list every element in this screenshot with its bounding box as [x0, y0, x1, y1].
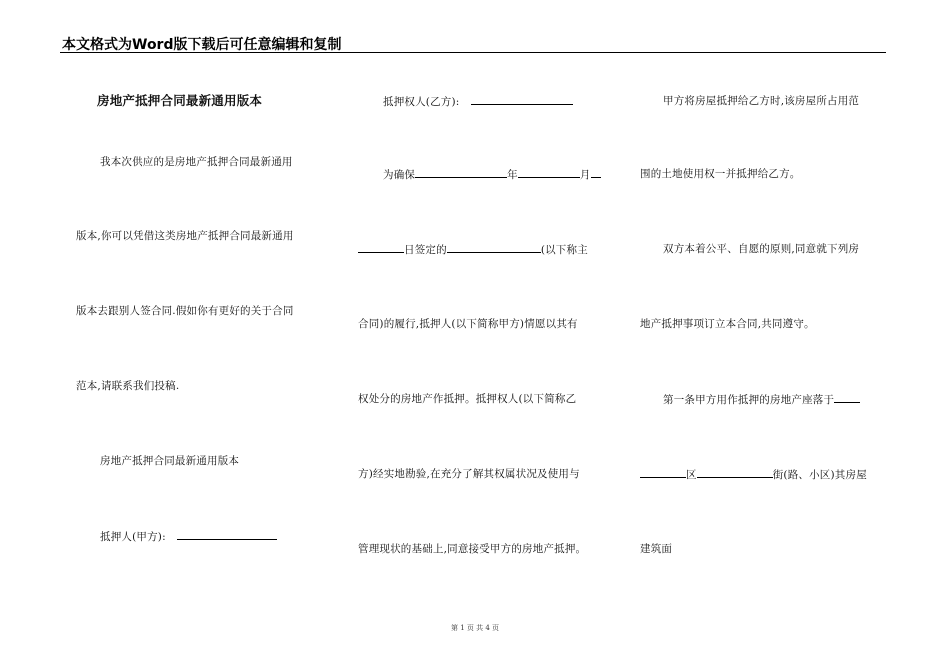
mortgagee-label: 抵押权人(乙方): [383, 96, 460, 108]
street-label: 街(路、小区)其房屋 [772, 469, 867, 481]
month-label: 月 [579, 169, 591, 181]
col3-line-7: 建筑面 [640, 543, 673, 555]
district-label: 区 [686, 469, 697, 481]
intro-line-3: 版本去跟别人签合同.假如你有更好的关于合同 [76, 305, 294, 317]
mortgagor-blank [177, 530, 277, 540]
year-blank [415, 168, 507, 178]
document-title: 房地产抵押合同最新通用版本 [97, 93, 263, 108]
header-rule [60, 52, 886, 53]
page-header: 本文格式为Word版下载后可任意编辑和复制 [62, 37, 342, 53]
street-blank [697, 468, 773, 478]
contract-blank [447, 243, 541, 253]
article-one-text: 第一条甲方用作抵押的房地产座落于 [663, 394, 835, 406]
month-blank [518, 168, 580, 178]
district-line [640, 468, 867, 481]
main-contract-label: (以下称主 [540, 244, 588, 256]
mortgagor-label: 抵押人(甲方): [100, 531, 166, 543]
section-subtitle: 房地产抵押合同最新通用版本 [100, 455, 240, 467]
intro-line-4: 范本,请联系我们投稿. [76, 380, 180, 392]
body-line-6: 方)经实地勘验,在充分了解其权属状况及使用与 [358, 468, 580, 480]
col3-line-2: 围的土地使用权一并抵押给乙方。 [640, 168, 801, 180]
body-line-4: 合同)的履行,抵押人(以下简称甲方)情愿以其有 [358, 318, 578, 330]
col3-line-4: 地产抵押事项订立本合同,共同遵守。 [640, 318, 815, 330]
guarantee-prefix: 为确保 [383, 169, 416, 181]
year-label: 年 [507, 169, 518, 181]
mortgagor-line [100, 530, 277, 543]
day-label: 日签定的 [404, 244, 447, 256]
signed-line [358, 243, 588, 256]
guarantee-line [383, 168, 601, 181]
intro-line-1: 我本次供应的是房地产抵押合同最新通用 [100, 156, 293, 168]
trailing-blank [591, 168, 601, 178]
intro-line-2: 版本,你可以凭借这类房地产抵押合同最新通用 [76, 230, 294, 242]
mortgagee-blank [471, 95, 573, 105]
col3-line-1: 甲方将房屋抵押给乙方时,该房屋所占用范 [663, 95, 860, 107]
body-line-5: 权处分的房地产作抵押。抵押权人(以下简称乙 [358, 393, 577, 405]
district-blank [640, 468, 686, 478]
body-line-7: 管理现状的基础上,同意接受甲方的房地产抵押。 [358, 543, 587, 555]
page-footer: 第 1 页 共 4 页 [450, 624, 500, 632]
mortgagee-line [383, 95, 573, 108]
day-blank [358, 243, 404, 253]
col3-line-3: 双方本着公平、自愿的原则,同意就下列房 [663, 243, 860, 255]
location-blank [834, 393, 860, 403]
article-one-line [663, 393, 860, 406]
